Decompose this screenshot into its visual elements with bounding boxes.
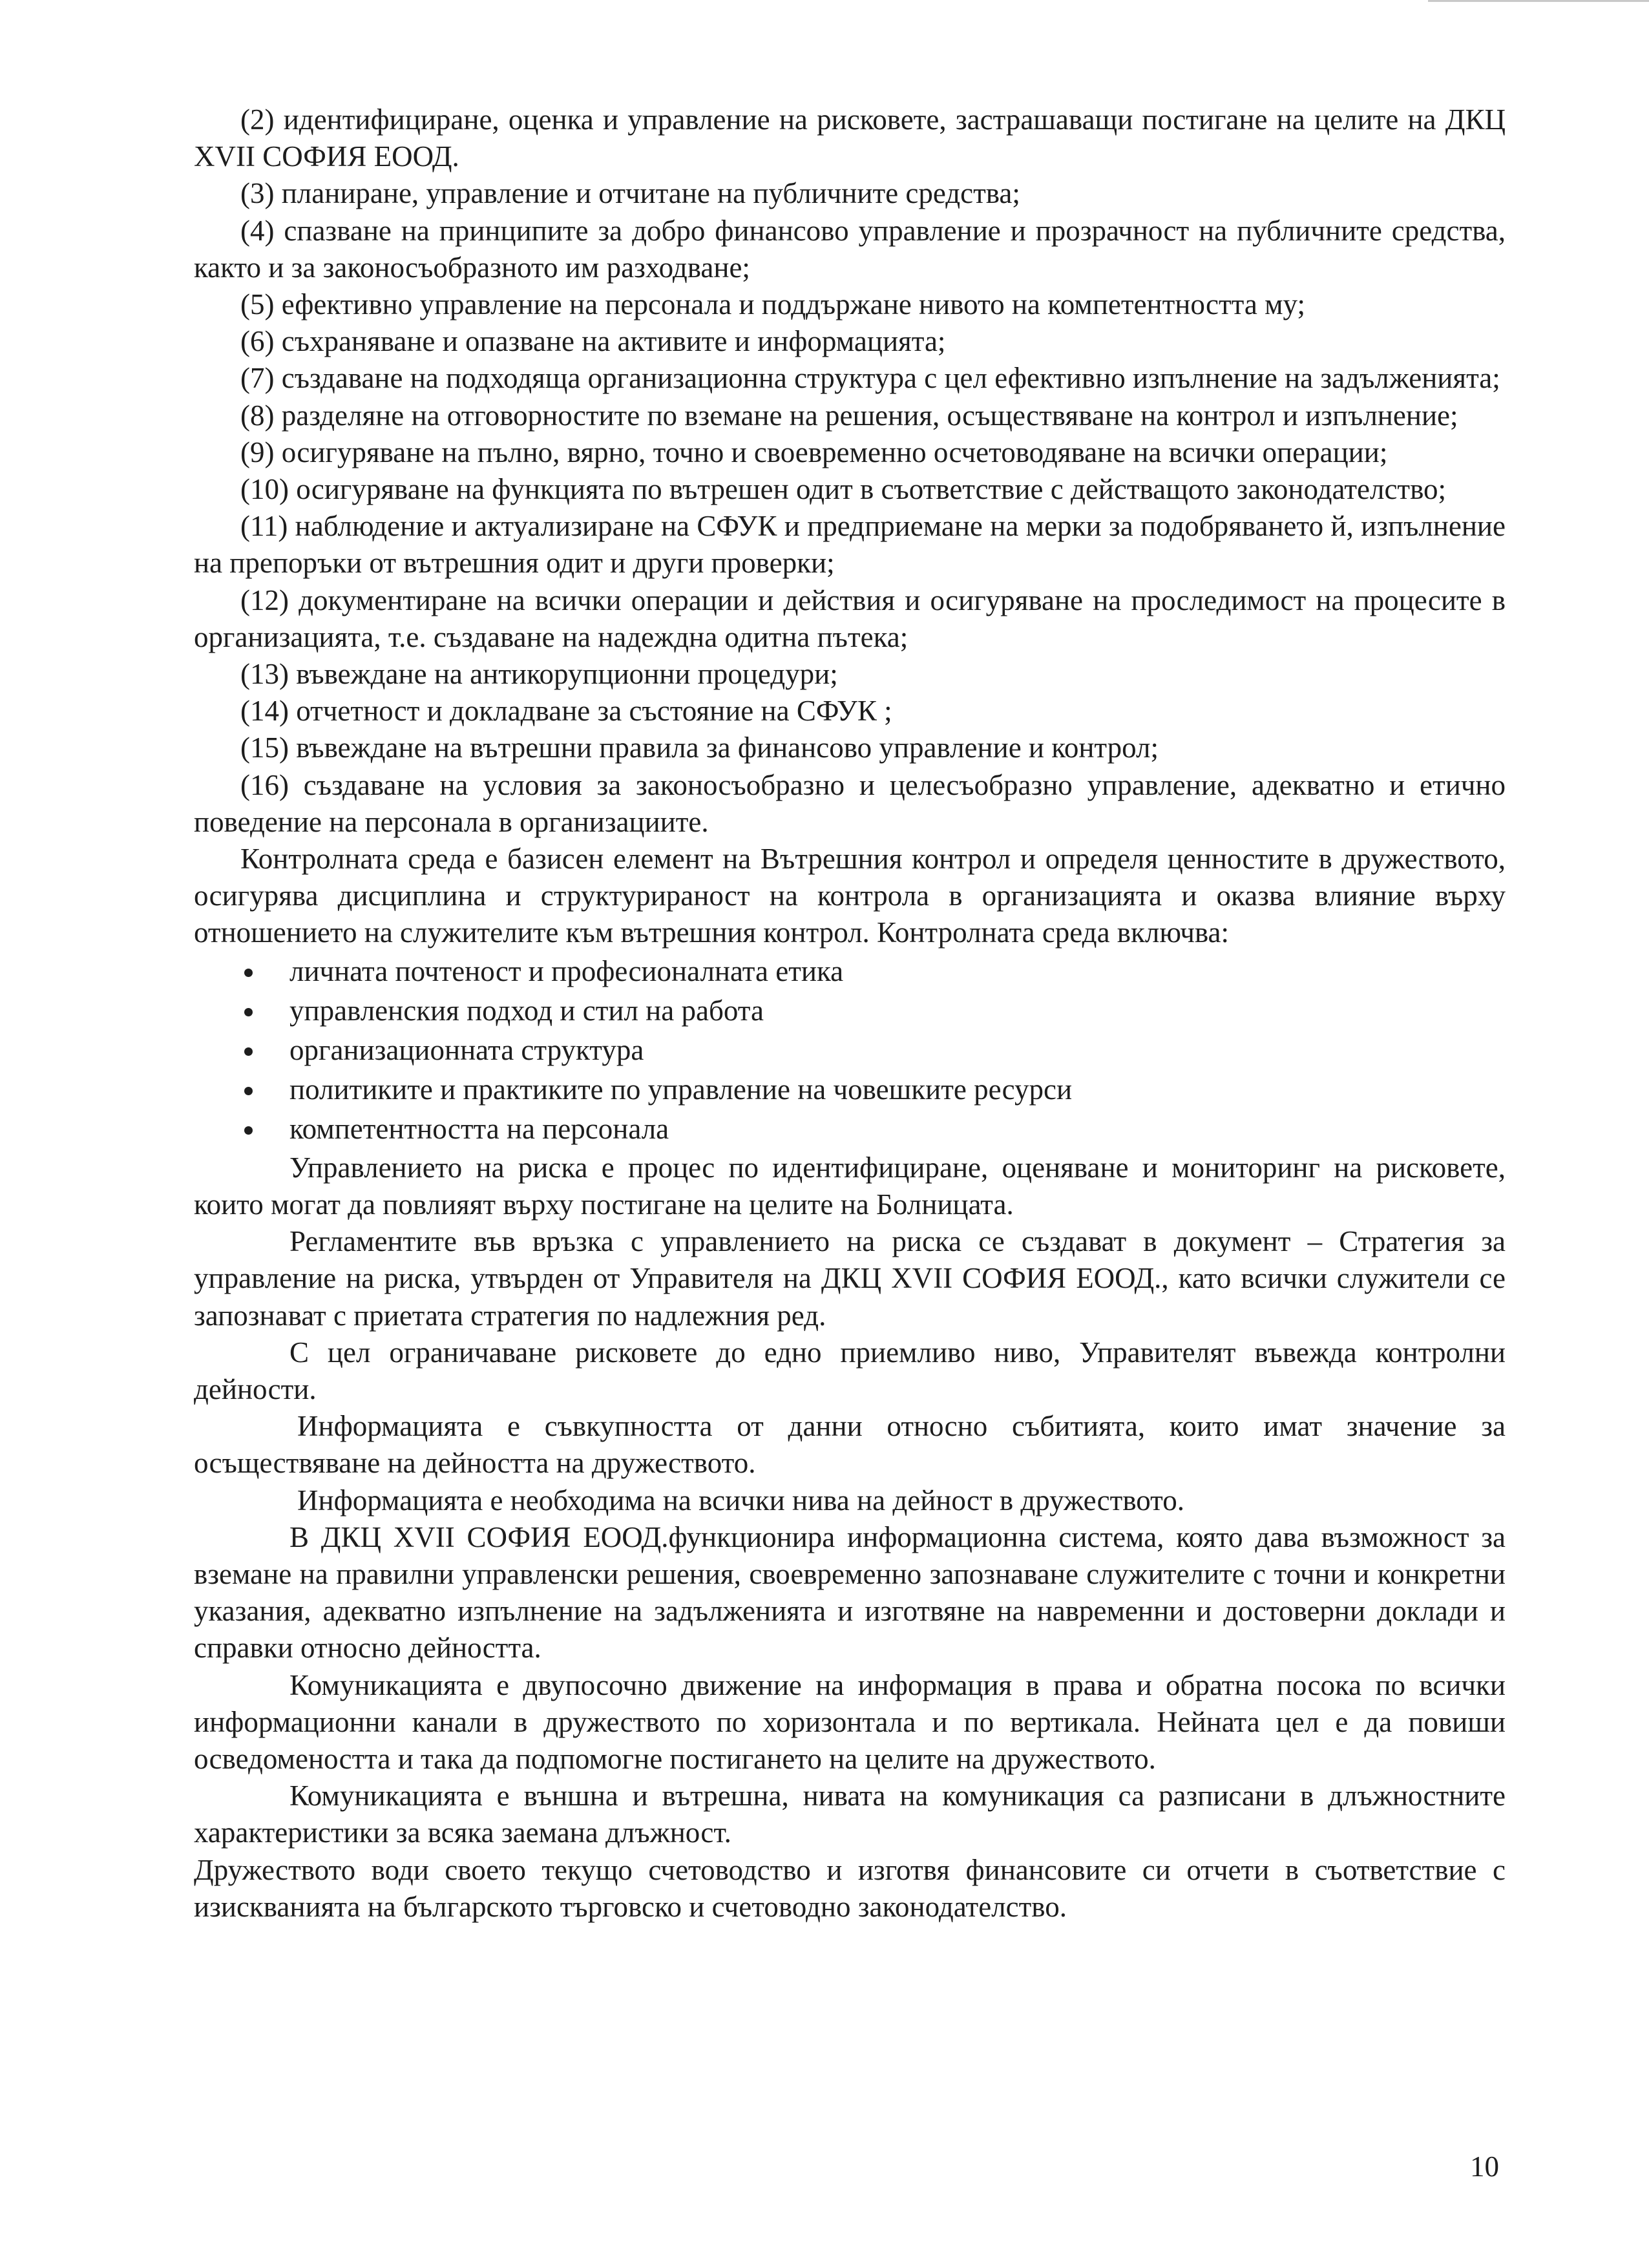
list-item-text: организационната структура: [289, 1034, 644, 1067]
control-environment-list: [194, 952, 1506, 1150]
scan-edge-line: [1428, 0, 1649, 2]
control-environment-paragraph: Контролната среда е базисен елемент на Вътрешния контрол и определя ценностите в дружеството, осигурява дисциплина и структурираност на контрола в организацията и оказва влияние върху отношението на служителите към вътрешния контрол. Контролната среда включва:: [194, 843, 1506, 949]
bullet-icon: [244, 1047, 253, 1056]
information-system-paragraph: В ДКЦ XVII СОФИЯ ЕООД.функционира информационна система, която дава възможност за вземане на правилни управленски решения, своевременно запознаване служителите с точни и конкретни указания, адекватно изпълнение на задълженията и изготвяне на навременни и достоверни доклади и справки относно дейността.: [194, 1520, 1506, 1664]
list-item-text: компетентността на персонала: [289, 1113, 669, 1146]
paragraph-7: (7) създаване на подходяща организационна структура с цел ефективно изпълнение на задълженията;: [240, 362, 1500, 395]
paragraph-16: (16) създаване на условия за законосъобразно и целесъобразно управление, адекватно и етично поведение на персонала в организациите.: [194, 768, 1506, 838]
list-item-text: личната почтеност и професионалната етика: [289, 954, 844, 987]
paragraph-6: (6) съхраняване и опазване на активите и информацията;: [240, 325, 946, 358]
list-item: [194, 1109, 1506, 1149]
list-item: [194, 991, 1506, 1031]
paragraph-8: (8) разделяне на отговорностите по вземане на решения, осъществяване на контрол и изпълнение;: [240, 399, 1458, 432]
list-item: [194, 1031, 1506, 1070]
control-activities-paragraph: С цел ограничаване рисковете до едно приемливо ниво, Управителят въвежда контролни дейности.: [194, 1336, 1506, 1405]
bullet-icon: [244, 969, 253, 977]
paragraph-9: (9) осигуряване на пълно, вярно, точно и своевременно осчетоводяване на всички операции;: [240, 436, 1388, 468]
information-definition-paragraph: Информацията е съвкупността от данни относно събитията, които имат значение за осъществяване на дейността на дружеството.: [194, 1410, 1506, 1480]
bullet-icon: [244, 1008, 253, 1016]
list-item: [194, 1070, 1506, 1109]
accounting-paragraph: Дружеството води своето текущо счетоводство и изготвя финансовите си отчети в съответствие с изискванията на българското търговско и счетоводно законодателство.: [194, 1853, 1506, 1923]
list-item: [194, 952, 1506, 991]
list-item-text: политиките и практиките по управление на човешките ресурси: [289, 1073, 1073, 1106]
page-number: 10: [1470, 2150, 1499, 2183]
paragraph-4: (4) спазване на принципите за добро финансово управление и прозрачност на публичните средства, както и за законосъобразното им разходване;: [194, 214, 1506, 284]
paragraph-13: (13) въвеждане на антикорупционни процедури;: [240, 658, 838, 691]
paragraph-5: (5) ефективно управление на персонала и поддържане нивото на компетентността му;: [240, 288, 1305, 321]
paragraph-12: (12) документиране на всички операции и действия и осигуряване на проследимост на процесите в организацията, т.е. създаване на надеждна одитна пътека;: [194, 583, 1506, 653]
paragraph-10: (10) осигуряване на функцията по вътрешен одит в съответствие с действащото законодателство;: [240, 473, 1447, 506]
communication-paragraph: Комуникацията е двупосочно движение на информация в права и обратна посока по всички информационни канали в дружеството по хоризонтала и по вертикала. Нейната цел е да повиши осведомеността и така да подпомогне постигането на целите на дружеството.: [194, 1668, 1506, 1775]
paragraph-11: (11) наблюдение и актуализиране на СФУК и предприемане на мерки за подобряването й, изпълнение на препоръки от вътрешния одит и други проверки;: [194, 510, 1506, 580]
document-body: [194, 101, 1506, 1926]
paragraph-15: (15) въвеждане на вътрешни правила за финансово управление и контрол;: [240, 731, 1159, 764]
bullet-icon: [244, 1126, 253, 1135]
information-levels-paragraph: Информацията е необходима на всички нива на дейност в дружеството.: [297, 1484, 1184, 1517]
risk-strategy-paragraph: Регламентите във връзка с управлението на риска се създават в документ – Стратегия за управление на риска, утвърден от Управителя на ДКЦ XVII СОФИЯ ЕООД., като всички служители се запознават с приетата стратегия по надлежния ред.: [194, 1225, 1506, 1332]
communication-types-paragraph: Комуникацията е външна и вътрешна, нивата на комуникация са разписани в длъжностните характеристики за всяка заемана длъжност.: [194, 1780, 1506, 1849]
paragraph-14: (14) отчетност и докладване за състояние на СФУК ;: [240, 695, 892, 728]
paragraph-3: (3) планиране, управление и отчитане на публичните средства;: [240, 177, 1020, 210]
list-item-text: управленския подход и стил на работа: [289, 994, 764, 1027]
bullet-icon: [244, 1087, 253, 1095]
risk-management-paragraph: Управлението на риска е процес по идентифициране, оценяване и мониторинг на рисковете, които могат да повлияят върху постигане на целите на Болницата.: [194, 1151, 1506, 1221]
paragraph-2: (2) идентифициране, оценка и управление на рисковете, застрашаващи постигане на целите на ДКЦ XVII СОФИЯ ЕООД.: [194, 103, 1506, 173]
